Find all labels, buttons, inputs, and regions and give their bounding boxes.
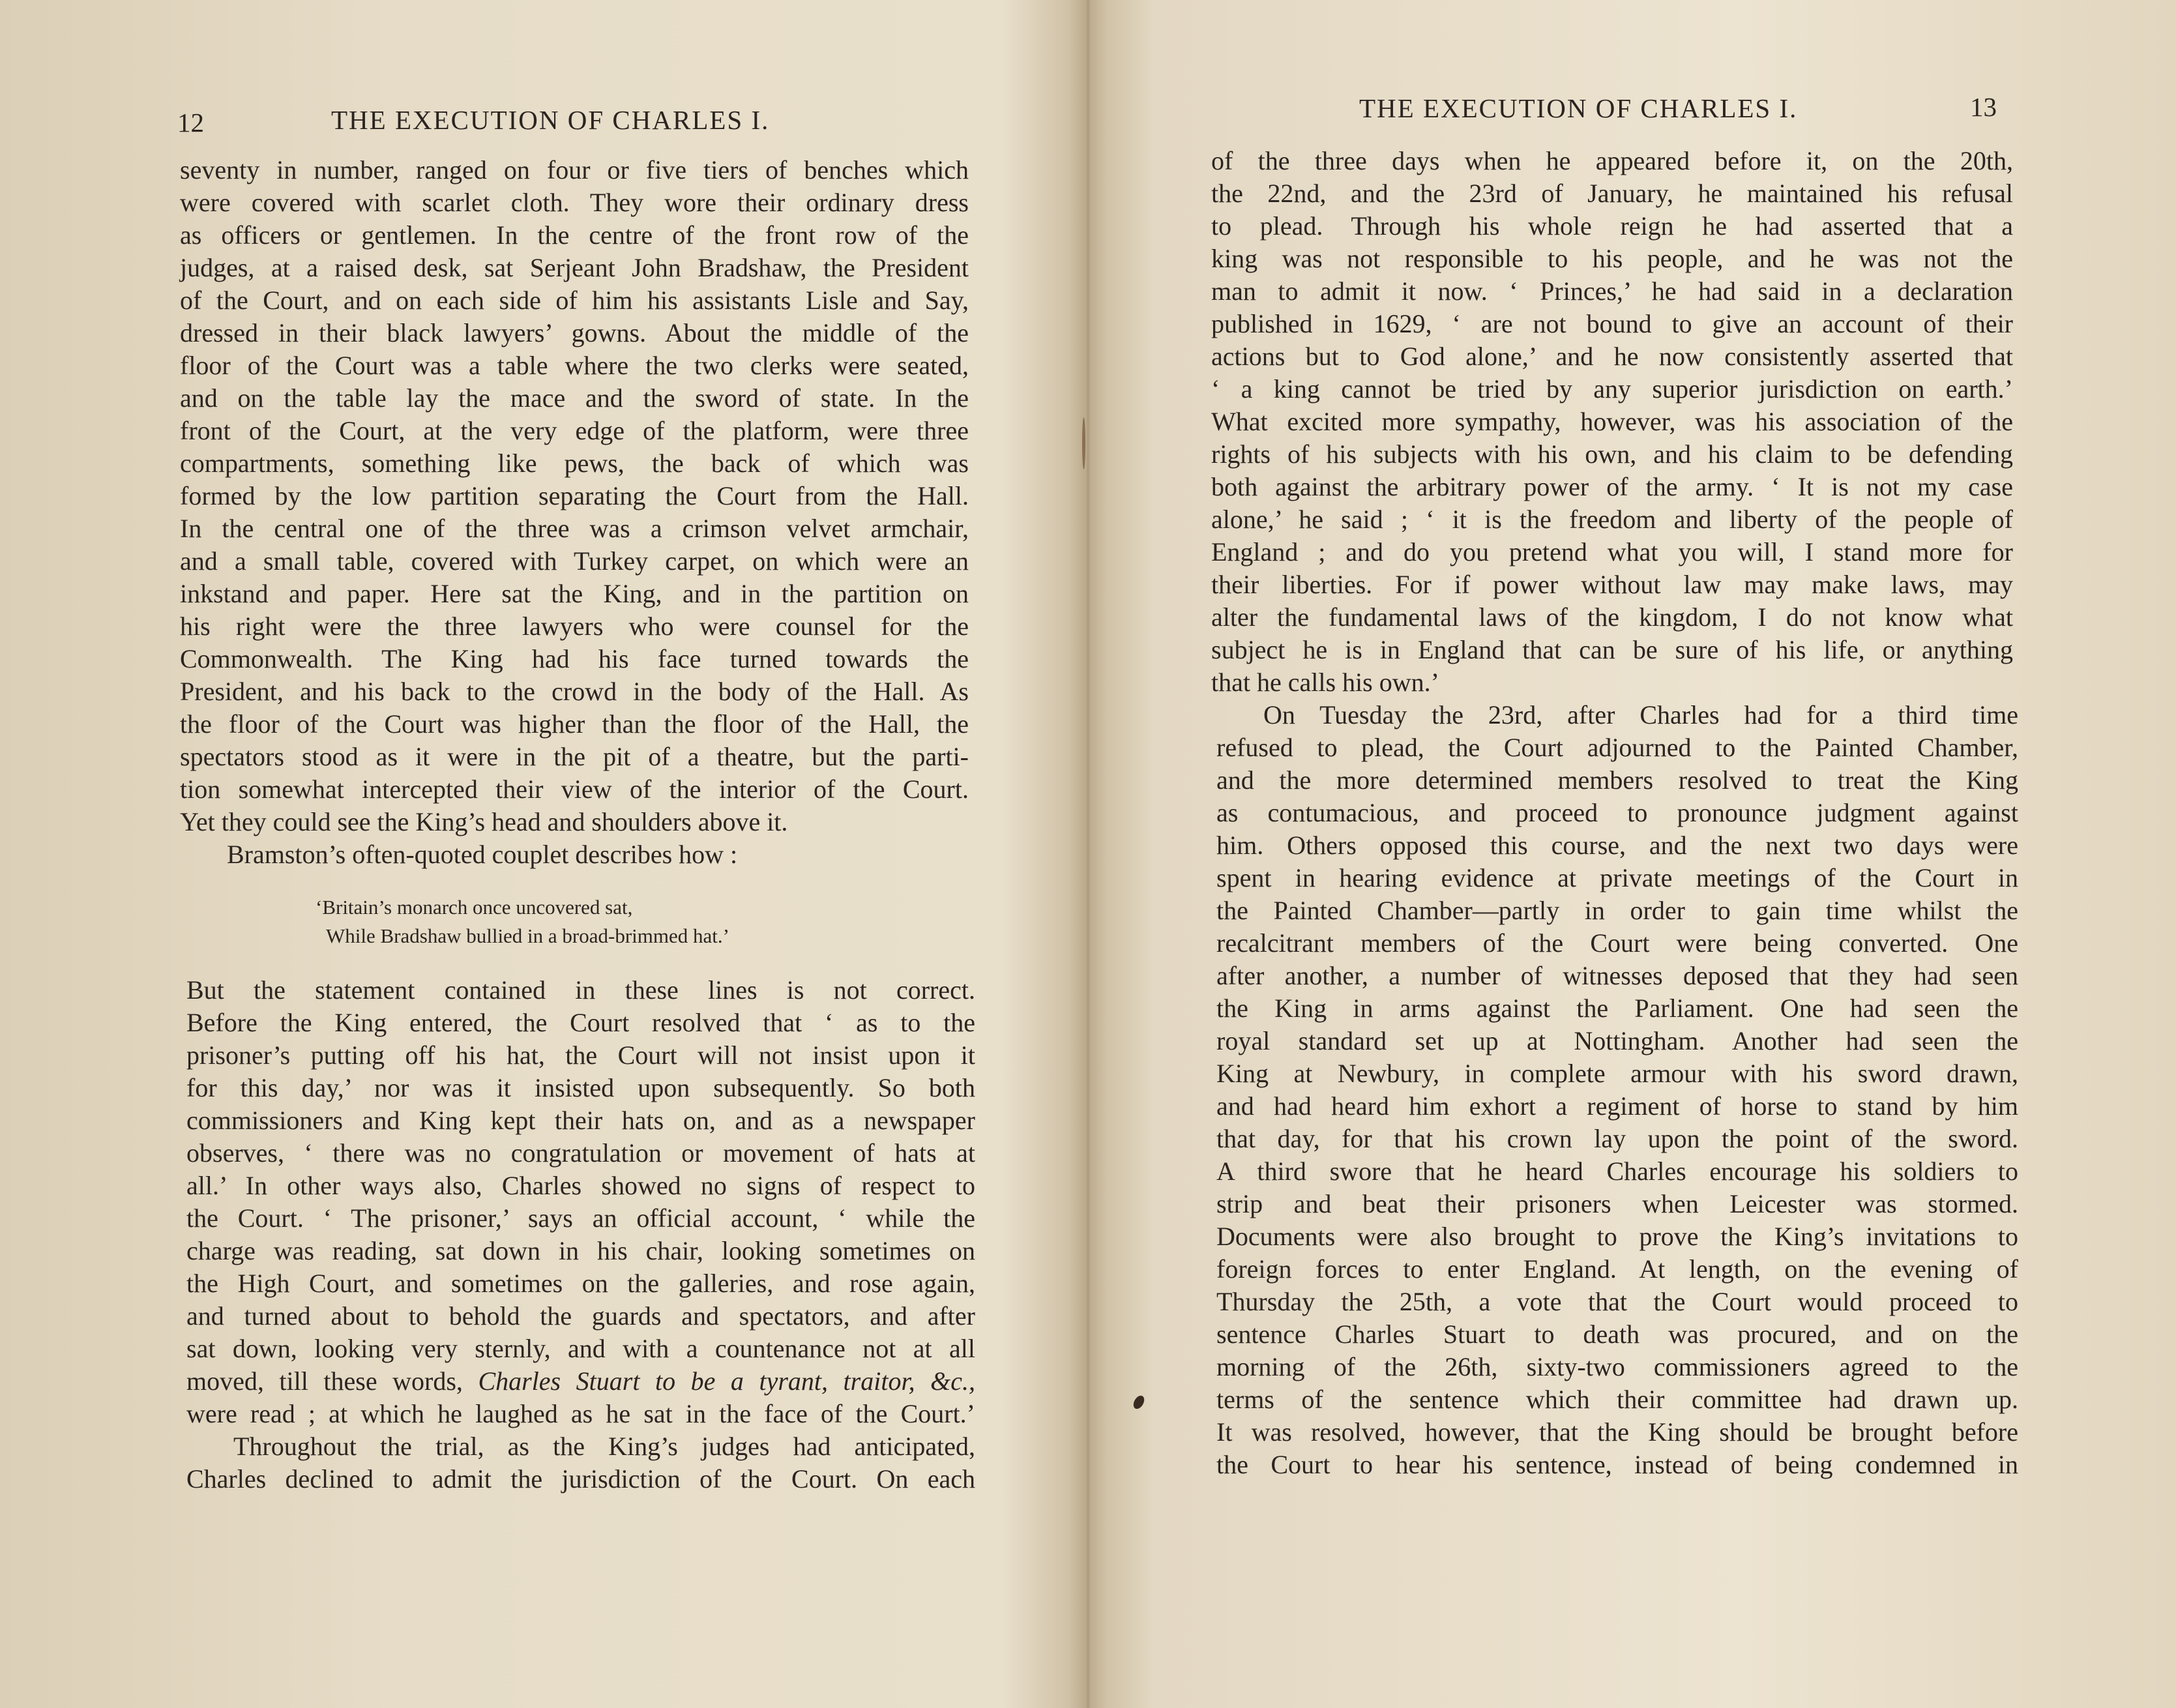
text-line: rights of his subjects with his own, and his claim to be defending — [1211, 439, 2013, 469]
text-line: commissioners and King kept their hats on, and as a newspaper — [186, 1106, 975, 1135]
text-line: for this day,’ nor was it insisted upon subsequently. So both — [186, 1073, 975, 1102]
text-line: inkstand and paper. Here sat the King, and in the partition on — [180, 579, 969, 608]
text-line: the King in arms against the Parliament. One had seen the — [1216, 994, 2018, 1023]
text-line: as contumacious, and proceed to pronounce judgment against — [1216, 798, 2018, 827]
text-line: England ; and do you pretend what you will, I stand more for — [1211, 537, 2013, 567]
text-line: actions but to God alone,’ and he now consistently asserted that — [1211, 342, 2013, 371]
page-number-right: 13 — [1970, 92, 1997, 122]
text-line: charge was reading, sat down in his chair, looking sometimes on — [186, 1236, 975, 1265]
text-fragment: moved, till these words, — [186, 1366, 478, 1396]
text-line: Commonwealth. The King had his face turned towards the — [180, 644, 969, 673]
text-line: floor of the Court was a table where the two clerks were seated, — [180, 351, 969, 380]
right-para-1 — [1211, 145, 2013, 699]
text-line: that he calls his own.’ — [1211, 668, 1439, 697]
text-line: alone,’ he said ; ‘ it is the freedom and liberty of the people of — [1211, 505, 2013, 534]
text-line: observes, ‘ there was no congratulation or movement of hats at — [186, 1138, 975, 1168]
text-line: On Tuesday the 23rd, after Charles had for a third time — [1263, 700, 2018, 729]
text-line: the High Court, and sometimes on the galleries, and rose again, — [186, 1269, 975, 1298]
text-line: royal standard set up at Nottingham. Another had seen the — [1216, 1026, 2018, 1055]
text-line: the Court. ‘ The prisoner,’ says an official account, ‘ while the — [186, 1203, 975, 1233]
text-line: dressed in their black lawyers’ gowns. About the middle of the — [180, 318, 969, 347]
text-line: spent in hearing evidence at private meetings of the Court in — [1216, 863, 2018, 892]
text-line: Documents were also brought to prove the King’s invitations to — [1216, 1222, 2018, 1251]
text-line: morning of the 26th, sixty-two commissioners agreed to the — [1216, 1352, 2018, 1381]
text-line: King at Newbury, in complete armour with his sword drawn, — [1216, 1059, 2018, 1088]
text-line: and the more determined members resolved to treat the King — [1216, 765, 2018, 795]
text-line: judges, at a raised desk, sat Serjeant John Bradshaw, the President — [180, 253, 969, 282]
text-line: recalcitrant members of the Court were being converted. One — [1216, 928, 2018, 958]
text-line: his right were the three lawyers who were counsel for the — [180, 611, 969, 641]
text-line: of the Court, and on each side of him his assistants Lisle and Say, — [180, 286, 969, 315]
text-line: published in 1629, ‘ are not bound to give an account of their — [1211, 309, 2013, 338]
text-line: strip and beat their prisoners when Leicester was stormed. — [1216, 1189, 2018, 1218]
text-line: sentence Charles Stuart to death was procured, and on the — [1216, 1319, 2018, 1349]
text-line: all.’ In other ways also, Charles showed no signs of respect to — [186, 1171, 975, 1200]
text-line: king was not responsible to his people, and he was not the — [1211, 244, 2013, 273]
text-line: tion somewhat intercepted their view of the interior of the Court. — [180, 774, 969, 804]
verse-quotation — [316, 893, 729, 950]
text-line: seventy in number, ranged on four or five tiers of benches which — [180, 155, 969, 184]
text-line: and turned about to behold the guards and spectators, and after — [186, 1301, 975, 1331]
text-line: after another, a number of witnesses deposed that they had seen — [1216, 961, 2018, 990]
text-line: foreign forces to enter England. At length, on the evening of — [1216, 1254, 2018, 1284]
text-line: compartments, something like pews, the back of which was — [180, 449, 969, 478]
right-para-2 — [1216, 699, 2018, 1481]
text-line: What excited more sympathy, however, was his association of the — [1211, 407, 2013, 436]
text-line: and on the table lay the mace and the sword of state. In the — [180, 383, 969, 413]
ink-speck — [1082, 417, 1085, 469]
text-line: Thursday the 25th, a vote that the Court would proceed to — [1216, 1287, 2018, 1316]
text-line: their liberties. For if power without law may make laws, may — [1211, 570, 2013, 599]
text-line: man to admit it now. ‘ Princes,’ he had said in a declaration — [1211, 276, 2013, 306]
text-line: front of the Court, at the very edge of the platform, were three — [180, 416, 969, 445]
text-line: refused to plead, the Court adjourned to the Painted Chamber, — [1216, 733, 2018, 762]
text-line: Yet they could see the King’s head and shoulders above it. — [180, 807, 788, 836]
page-number-left: 12 — [177, 108, 204, 138]
text-line: both against the arbitrary power of the army. ‘ It is not my case — [1211, 472, 2013, 501]
text-line: Bramston’s often-quoted couplet describes how : — [227, 840, 738, 869]
text-line: sat down, looking very sternly, and with a countenance not at all — [186, 1334, 975, 1363]
text-line: alter the fundamental laws of the kingdom, I do not know what — [1211, 602, 2013, 632]
text-line: A third swore that he heard Charles encourage his soldiers to — [1216, 1156, 2018, 1186]
text-line: Before the King entered, the Court resolved that ‘ as to the — [186, 1008, 975, 1037]
left-para-3 — [186, 974, 975, 1495]
text-line: spectators stood as it were in the pit of a theatre, but the parti- — [180, 742, 969, 771]
text-line: the floor of the Court was higher than the floor of the Hall, the — [180, 709, 969, 739]
text-line: President, and his back to the crowd in the body of the Hall. As — [180, 677, 969, 706]
running-head-right: THE EXECUTION OF CHARLES I. — [1359, 93, 1798, 123]
text-line: ‘ a king cannot be tried by any superior jurisdiction on earth.’ — [1211, 374, 2013, 404]
text-line: formed by the low partition separating the Court from the Hall. — [180, 481, 969, 510]
text-line: were covered with scarlet cloth. They wore their ordinary dress — [180, 188, 969, 217]
right-page — [1102, 0, 2176, 1708]
text-line: But the statement contained in these lines is not correct. — [186, 975, 975, 1005]
left-para-1 — [180, 154, 969, 871]
text-line: that day, for that his crown lay upon the point of the sword. — [1216, 1124, 2018, 1153]
text-line: the 22nd, and the 23rd of January, he maintained his refusal — [1211, 179, 2013, 208]
text-line: terms of the sentence which their committee had drawn up. — [1216, 1385, 2018, 1414]
text-line: to plead. Through his whole reign he had asserted that a — [1211, 211, 2013, 241]
text-line: as officers or gentlemen. In the centre of the front row of the — [180, 220, 969, 250]
text-line: It was resolved, however, that the King should be brought before — [1216, 1417, 2018, 1447]
text-line: of the three days when he appeared before it, on the 20th, — [1211, 146, 2013, 175]
text-line: In the central one of the three was a crimson velvet armchair, — [180, 514, 969, 543]
text-line: Throughout the trial, as the King’s judges had anticipated, — [233, 1432, 975, 1461]
italic-quote: Charles Stuart to be a tyrant, traitor, &c., — [478, 1366, 975, 1396]
text-line: prisoner’s putting off his hat, the Court will not insist upon it — [186, 1040, 975, 1070]
text-line-with-italic — [186, 1365, 975, 1398]
text-line: Charles declined to admit the jurisdiction of the Court. On each — [186, 1464, 975, 1494]
text-line: and had heard him exhort a regiment of horse to stand by him — [1216, 1091, 2018, 1121]
left-page — [0, 0, 1082, 1708]
text-line: the Painted Chamber—partly in order to gain time whilst the — [1216, 896, 2018, 925]
text-line: and a small table, covered with Turkey carpet, on which were an — [180, 546, 969, 576]
running-head-left: THE EXECUTION OF CHARLES I. — [331, 105, 770, 135]
text-line: him. Others opposed this course, and the next two days were — [1216, 831, 2018, 860]
verse-line: ‘Britain’s monarch once uncovered sat, — [316, 896, 633, 919]
text-line: subject he is in England that can be sure of his life, or anything — [1211, 635, 2013, 664]
verse-line: While Bradshaw bullied in a broad-brimmed hat.’ — [326, 924, 729, 947]
text-line: the Court to hear his sentence, instead of being condemned in — [1216, 1450, 2018, 1479]
text-line: were read ; at which he laughed as he sat in the face of the Court.’ — [186, 1399, 975, 1428]
